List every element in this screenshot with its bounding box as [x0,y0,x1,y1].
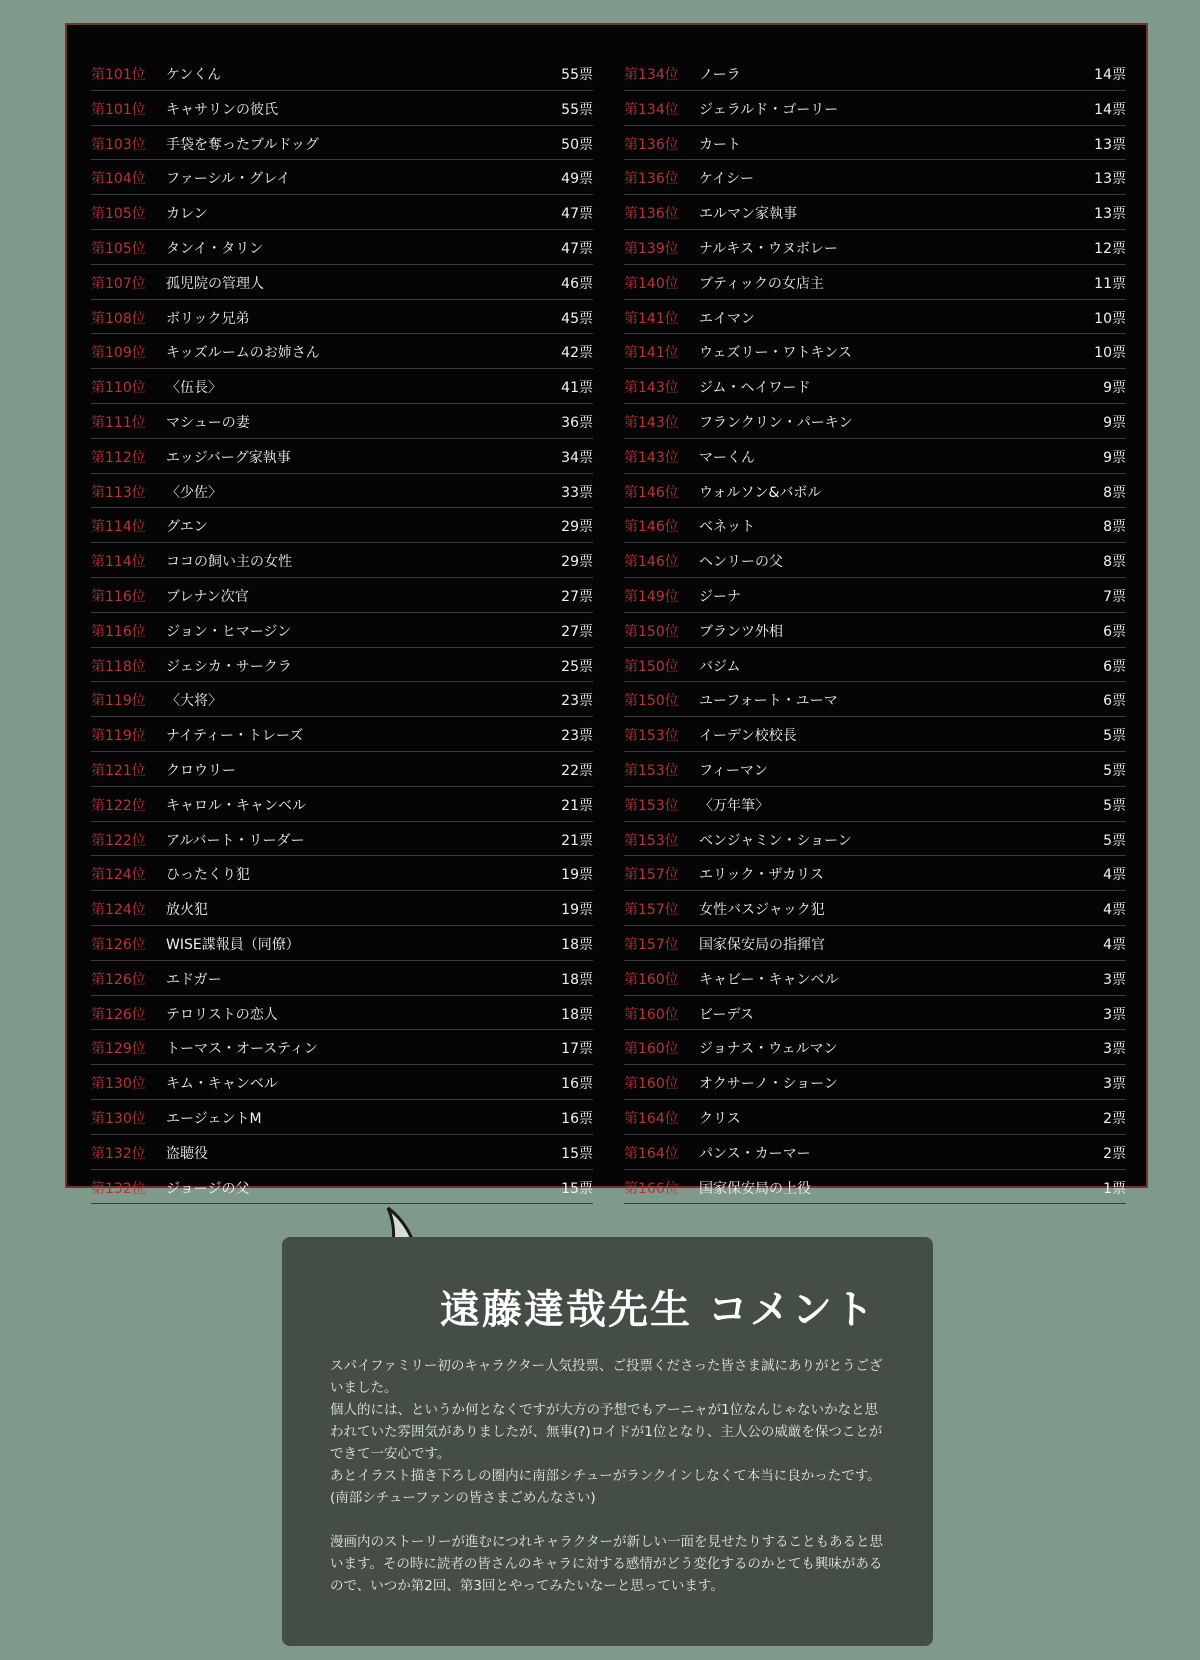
ranking-rank: 第136位 [624,206,679,223]
ranking-row [624,334,1126,369]
ranking-row [91,56,593,91]
ranking-votes: 13票 [1094,206,1126,223]
ranking-votes: 27票 [561,588,593,605]
ranking-rank: 第140位 [624,275,679,292]
ranking-row [91,648,593,683]
ranking-rank: 第107位 [91,275,146,292]
ranking-votes: 1票 [1103,1180,1126,1197]
ranking-name: パンス・カーマー [699,1145,811,1162]
ranking-votes: 14票 [1094,101,1126,118]
ranking-name: ブランツ外相 [699,623,783,640]
ranking-rank: 第157位 [624,936,679,953]
ranking-name: ユーフォート・ユーマ [699,693,838,710]
ranking-votes: 36票 [561,414,593,431]
ranking-name: ブレナン次官 [166,588,249,605]
ranking-rank: 第153位 [624,728,679,745]
ranking-name: ジェラルド・ゴーリー [699,101,839,118]
ranking-rank: 第132位 [91,1145,146,1162]
ranking-name: ファーシル・グレイ [166,171,291,188]
ranking-rank: 第126位 [91,971,146,988]
ranking-name: エージェントM [166,1110,262,1127]
ranking-row [624,508,1126,543]
ranking-rank: 第118位 [91,658,146,675]
ranking-row [91,1030,593,1065]
ranking-rank: 第143位 [624,380,679,397]
comment-paragraph: 漫画内のストーリーが進むにつれキャラクターが新しい一面を見せたりすることもあると思います。その時に読者の皆さんのキャラに対する感情がどう変化するのかとても興味があるので、いつか第2回、第3回とやってみたいなーと思っています。 [330,1534,883,1594]
ranking-votes: 4票 [1103,867,1126,884]
ranking-rank: 第101位 [91,67,146,83]
ranking-name: イーデン校校長 [699,728,797,745]
ranking-votes: 23票 [561,693,593,710]
ranking-row [624,578,1126,613]
comment-text [330,1355,890,1597]
ranking-votes: 15票 [561,1180,593,1197]
ranking-votes: 7票 [1103,588,1126,605]
comment-paragraph: スパイファミリー初のキャラクター人気投票、ご投票くださった皆さま誠にありがとうございました。 個人的には、というか何となくですが大方の予想でもアーニャが1位なんじゃないかなと思われていた雰囲気がありましたが、無事(?)ロイドが1位となり、主人公の威厳を保つことができて一安心です。 あとイラスト描き下ろしの圏内に南部シチューがランクインしなくて本当に良かったです。(南部シチューファンの皆さまごめんなさい) [330,1358,883,1506]
ranking-name: トーマス・オースティン [166,1041,318,1058]
ranking-row [624,752,1126,787]
ranking-row [624,126,1126,161]
ranking-row [624,230,1126,265]
ranking-name: 〈伍長〉 [166,380,222,397]
ranking-votes: 50票 [561,136,593,153]
ranking-row [91,578,593,613]
ranking-votes: 16票 [561,1076,593,1093]
ranking-row [91,856,593,891]
ranking-name: ケンくん [166,67,222,83]
ranking-row [624,891,1126,926]
ranking-votes: 45票 [561,310,593,327]
ranking-votes: 16票 [561,1110,593,1127]
ranking-rank: 第146位 [624,519,679,536]
ranking-row [91,300,593,335]
ranking-votes: 22票 [561,762,593,779]
ranking-name: エリック・ザカリス [699,867,824,884]
ranking-votes: 18票 [561,936,593,953]
ranking-name: ジョナス・ウェルマン [699,1041,838,1058]
ranking-row [624,1030,1126,1065]
ranking-row [624,1170,1126,1205]
ranking-name: キッズルームのお姉さん [166,345,320,362]
ranking-row [91,91,593,126]
ranking-name: エイマン [699,310,755,327]
ranking-rank: 第134位 [624,67,679,83]
ranking-row [91,1135,593,1170]
ranking-rank: 第109位 [91,345,146,362]
ranking-name: クリス [699,1110,741,1127]
ranking-rank: 第110位 [91,380,146,397]
ranking-name: ジム・ヘイワード [699,380,811,397]
ranking-votes: 5票 [1103,762,1126,779]
ranking-rank: 第139位 [624,240,679,257]
ranking-name: フランクリン・パーキン [699,414,853,431]
ranking-row [91,543,593,578]
ranking-name: エルマン家執事 [699,206,797,223]
ranking-rank: 第121位 [91,762,146,779]
ranking-votes: 5票 [1103,832,1126,849]
ranking-row [624,926,1126,961]
ranking-votes: 29票 [561,519,593,536]
ranking-name: ベネット [699,519,755,536]
ranking-row [624,717,1126,752]
ranking-rank: 第153位 [624,797,679,814]
ranking-rank: 第136位 [624,171,679,188]
ranking-votes: 25票 [561,658,593,675]
ranking-row [91,822,593,857]
ranking-name: カレン [166,206,208,223]
ranking-rank: 第146位 [624,554,679,571]
ranking-rank: 第160位 [624,1006,679,1023]
ranking-name: 盗聴役 [166,1145,208,1162]
ranking-rank: 第134位 [624,101,679,118]
ranking-rank: 第130位 [91,1110,146,1127]
ranking-votes: 3票 [1103,971,1126,988]
ranking-votes: 6票 [1103,693,1126,710]
ranking-name: WISE諜報員（同僚） [166,936,300,953]
ranking-name: テロリストの恋人 [166,1006,278,1023]
ranking-row [624,822,1126,857]
ranking-name: ボリック兄弟 [166,310,250,327]
ranking-rank: 第166位 [624,1180,679,1197]
ranking-rank: 第119位 [91,693,146,710]
ranking-rank: 第122位 [91,797,146,814]
ranking-rank: 第116位 [91,623,146,640]
ranking-votes: 23票 [561,728,593,745]
ranking-rank: 第130位 [91,1076,146,1093]
ranking-votes: 27票 [561,623,593,640]
ranking-name: 放火犯 [166,902,208,919]
ranking-rank: 第150位 [624,623,679,640]
ranking-name: エッジバーグ家執事 [166,449,291,466]
ranking-votes: 6票 [1103,658,1126,675]
ranking-rank: 第101位 [91,101,146,118]
ranking-row [91,369,593,404]
ranking-votes: 14票 [1094,67,1126,83]
ranking-name: マーくん [699,449,755,466]
ranking-row [624,1100,1126,1135]
ranking-votes: 33票 [561,484,593,501]
ranking-name: ヘンリーの父 [699,554,783,571]
ranking-rank: 第164位 [624,1110,679,1127]
ranking-name: ココの飼い主の女性 [166,554,292,571]
ranking-votes: 15票 [561,1145,593,1162]
ranking-board [65,23,1148,1197]
ranking-row [91,996,593,1031]
ranking-row [624,195,1126,230]
ranking-row [91,195,593,230]
comment-title: 遠藤達哉先生 コメント [440,1287,876,1333]
ranking-rank: 第116位 [91,588,146,605]
ranking-row [91,265,593,300]
ranking-votes: 47票 [561,206,593,223]
ranking-row [624,300,1126,335]
ranking-name: ナルキス・ウヌボレー [699,240,838,257]
ranking-votes: 19票 [561,902,593,919]
ranking-row [624,1065,1126,1100]
ranking-name: ジェシカ・サークラ [166,658,292,675]
ranking-row [91,961,593,996]
ranking-rank: 第126位 [91,1006,146,1023]
ranking-name: ジーナ [699,588,741,605]
ranking-name: タンイ・タリン [166,240,264,257]
ranking-votes: 8票 [1103,484,1126,501]
ranking-votes: 9票 [1103,449,1126,466]
ranking-rank: 第150位 [624,658,679,675]
ranking-votes: 21票 [561,832,593,849]
ranking-rank: 第141位 [624,310,679,327]
ranking-name: ビーデス [699,1006,754,1023]
ranking-votes: 11票 [1094,275,1126,292]
ranking-rank: 第143位 [624,449,679,466]
ranking-rank: 第111位 [91,414,146,431]
ranking-votes: 3票 [1103,1041,1126,1058]
ranking-name: オクサーノ・ショーン [699,1076,838,1093]
ranking-votes: 41票 [561,380,593,397]
ranking-row [624,682,1126,717]
ranking-row [624,439,1126,474]
ranking-votes: 17票 [561,1041,593,1058]
ranking-row [91,439,593,474]
ranking-row [624,543,1126,578]
ranking-rank: 第124位 [91,902,146,919]
ranking-name: バジム [699,658,741,675]
ranking-name: 国家保安局の上役 [699,1180,811,1197]
ranking-name: ケイシー [699,171,755,188]
ranking-column-left [91,56,593,1204]
ranking-row [624,56,1126,91]
ranking-votes: 29票 [561,554,593,571]
ranking-votes: 10票 [1094,345,1126,362]
ranking-name: ジョン・ヒマージン [166,623,292,640]
ranking-rank: 第136位 [624,136,679,153]
ranking-rank: 第146位 [624,484,679,501]
ranking-row [91,682,593,717]
ranking-name: ブティックの女店主 [699,275,824,292]
ranking-column-right [624,56,1126,1204]
ranking-votes: 13票 [1094,171,1126,188]
ranking-name: グエン [166,519,208,536]
ranking-name: 孤児院の管理人 [166,275,264,292]
ranking-name: クロウリー [166,762,236,779]
ranking-rank: 第114位 [91,554,146,571]
ranking-name: キム・キャンベル [166,1076,278,1093]
ranking-rank: 第103位 [91,136,146,153]
ranking-rank: 第113位 [91,484,146,501]
ranking-votes: 8票 [1103,554,1126,571]
ranking-rank: 第150位 [624,693,679,710]
ranking-name: キャビー・キャンベル [699,971,839,988]
ranking-votes: 3票 [1103,1076,1126,1093]
ranking-rank: 第104位 [91,171,146,188]
ranking-name: ウォルソン&バボル [699,484,822,501]
ranking-row [91,334,593,369]
ranking-rank: 第126位 [91,936,146,953]
ranking-votes: 18票 [561,1006,593,1023]
ranking-name: キャサリンの彼氏 [166,101,278,118]
ranking-votes: 46票 [561,275,593,292]
ranking-row [91,474,593,509]
ranking-votes: 18票 [561,971,593,988]
ranking-votes: 5票 [1103,728,1126,745]
ranking-rank: 第143位 [624,414,679,431]
ranking-name: ひったくり犯 [166,867,250,884]
ranking-rank: 第129位 [91,1041,146,1058]
ranking-rank: 第160位 [624,971,679,988]
ranking-votes: 47票 [561,240,593,257]
ranking-row [91,230,593,265]
ranking-row [624,91,1126,126]
ranking-row [624,160,1126,195]
ranking-votes: 55票 [561,101,593,118]
ranking-row [624,996,1126,1031]
ranking-rank: 第124位 [91,867,146,884]
ranking-name: 女性バスジャック犯 [699,902,825,919]
ranking-votes: 4票 [1103,936,1126,953]
ranking-votes: 3票 [1103,1006,1126,1023]
ranking-row [624,369,1126,404]
ranking-row [91,1065,593,1100]
ranking-name: ジョージの父 [166,1180,250,1197]
ranking-row [624,856,1126,891]
ranking-name: エドガー [166,971,222,988]
ranking-name: アルバート・リーダー [166,832,305,849]
ranking-row [91,752,593,787]
ranking-row [91,613,593,648]
ranking-row [91,717,593,752]
ranking-rank: 第119位 [91,728,146,745]
ranking-row [624,613,1126,648]
ranking-votes: 2票 [1103,1145,1126,1162]
ranking-row [624,648,1126,683]
ranking-name: ウェズリー・ワトキンス [699,345,852,362]
ranking-votes: 12票 [1094,240,1126,257]
ranking-rank: 第149位 [624,588,679,605]
ranking-rank: 第153位 [624,762,679,779]
ranking-votes: 13票 [1094,136,1126,153]
ranking-votes: 8票 [1103,519,1126,536]
ranking-votes: 2票 [1103,1110,1126,1127]
ranking-rank: 第164位 [624,1145,679,1162]
ranking-rank: 第132位 [91,1180,146,1197]
ranking-rank: 第160位 [624,1041,679,1058]
ranking-rank: 第108位 [91,310,146,327]
ranking-votes: 6票 [1103,623,1126,640]
ranking-name: 〈万年筆〉 [699,797,769,814]
ranking-votes: 9票 [1103,380,1126,397]
ranking-rank: 第160位 [624,1076,679,1093]
ranking-row [624,404,1126,439]
ranking-name: 国家保安局の指揮官 [699,936,825,953]
ranking-rank: 第122位 [91,832,146,849]
ranking-row [91,404,593,439]
ranking-rank: 第114位 [91,519,146,536]
ranking-votes: 9票 [1103,414,1126,431]
ranking-row [624,474,1126,509]
ranking-row [624,1135,1126,1170]
ranking-rank: 第157位 [624,902,679,919]
ranking-rank: 第112位 [91,449,146,466]
ranking-rank: 第141位 [624,345,679,362]
ranking-name: 〈少佐〉 [166,484,222,501]
ranking-name: フィーマン [699,762,768,779]
ranking-votes: 42票 [561,345,593,362]
ranking-row [91,787,593,822]
ranking-name: キャロル・キャンベル [166,797,306,814]
ranking-rank: 第157位 [624,867,679,884]
ranking-votes: 5票 [1103,797,1126,814]
ranking-votes: 4票 [1103,902,1126,919]
ranking-row [91,1100,593,1135]
ranking-rank: 第105位 [91,206,146,223]
ranking-row [624,787,1126,822]
ranking-name: マシューの妻 [166,414,250,431]
ranking-name: カート [699,136,741,153]
ranking-row [624,961,1126,996]
ranking-row [91,926,593,961]
ranking-name: 手袋を奪ったブルドッグ [166,136,319,153]
ranking-votes: 49票 [561,171,593,188]
ranking-row [91,126,593,161]
ranking-name: ベンジャミン・ショーン [699,832,852,849]
ranking-votes: 21票 [561,797,593,814]
ranking-name: ノーラ [699,67,741,83]
ranking-votes: 34票 [561,449,593,466]
ranking-name: 〈大将〉 [166,693,222,710]
ranking-row [91,891,593,926]
ranking-rank: 第105位 [91,240,146,257]
ranking-votes: 10票 [1094,310,1126,327]
comment-box [282,1237,933,1646]
ranking-row [624,265,1126,300]
ranking-votes: 55票 [561,67,593,83]
ranking-rank: 第153位 [624,832,679,849]
ranking-votes: 19票 [561,867,593,884]
ranking-row [91,508,593,543]
ranking-row [91,160,593,195]
ranking-name: ナイティー・トレーズ [166,728,304,745]
